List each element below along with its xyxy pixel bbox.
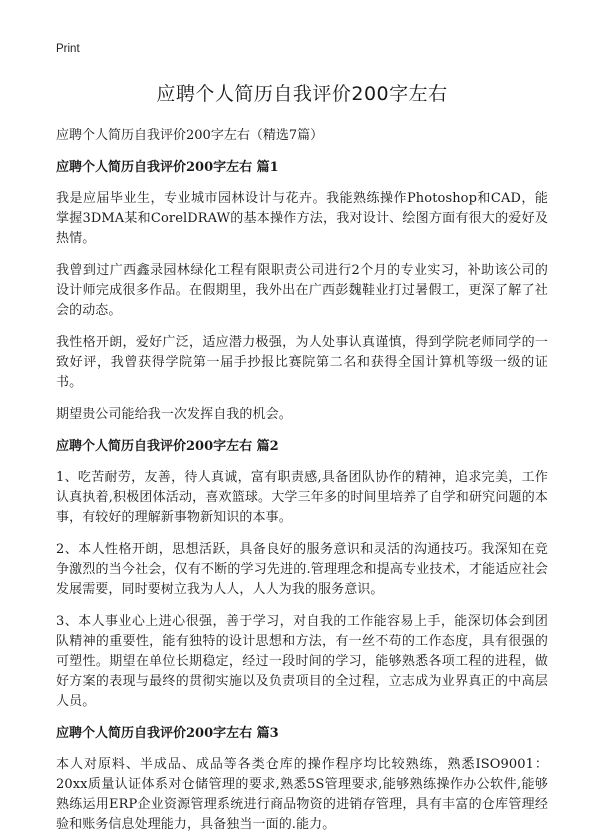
- paragraph: 我性格开朗，爱好广泛，适应潜力极强，为人处事认真谨慎，得到学院老师同学的一致好评，我曾获得学院第一届手抄报比赛院第二名和获得全国计算机等级一级的证书。: [56, 335, 548, 390]
- section-heading: 应聘个人简历自我评价200字左右 篇2: [56, 439, 279, 454]
- print-label[interactable]: Print: [56, 43, 80, 55]
- section-3: [56, 725, 548, 835]
- page-title: 应聘个人简历自我评价200字左右: [156, 83, 448, 105]
- paragraph: 期望贵公司能给我一次发挥自我的机会。: [56, 407, 292, 422]
- section-2: [56, 438, 548, 712]
- document-subtitle: 应聘个人简历自我评价200字左右（精选7篇）: [56, 128, 324, 143]
- paragraph: 我是应届毕业生，专业城市园林设计与花卉。我能熟练操作Photoshop和CAD，能掌握3DMA某和CorelDRAW的基本操作方法，我对设计、绘图方面有很大的爱好及热情。: [56, 191, 548, 246]
- section-heading: 应聘个人简历自我评价200字左右 篇3: [56, 726, 279, 741]
- paragraph: 1、吃苦耐劳，友善，待人真诚，富有职责感,具备团队协作的精神，追求完美，工作认真执着,积极团体活动，喜欢篮球。大学三年多的时间里培养了自学和研究问题的本事，有较好的理解新事物新知识的本事。: [56, 470, 548, 525]
- section-heading: 应聘个人简历自我评价200字左右 篇1: [56, 160, 279, 175]
- paragraph: 我曾到过广西鑫录园林绿化工程有限职责公司进行2个月的专业实习，补助该公司的设计师完成很多作品。在假期里，我外出在广西彭魏鞋业打过暑假工，更深了解了社会的动态。: [56, 263, 548, 318]
- section-1: [56, 159, 548, 425]
- paragraph: 3、本人事业心上进心很强，善于学习，对自我的工作能容易上手，能深切体会到团队精神的重要性，能有独特的设计思想和方法，有一丝不苟的工作态度，具有很强的可塑性。期望在单位长期稳定，经过一段时间的学习，能够熟悉各项工程的进程，做好方案的表现与最终的贯彻实施以及负责项目的全过程，立志成为业界真正的中高层人员。: [56, 614, 548, 709]
- paragraph: 2、本人性格开朗，思想活跃，具备良好的服务意识和灵活的沟通技巧。我深知在竞争激烈的当今社会，仅有不断的学习先进的.管理理念和提高专业技术，才能适应社会发展需要，同时要树立我为人人，人人为我的服务意识。: [56, 542, 548, 597]
- paragraph: 本人对原料、半成品、成品等各类仓库的操作程序均比较熟练，熟悉ISO9001：20xx质量认证体系对仓储管理的要求,熟悉5S管理要求,能够熟练操作办公软件,能够熟练运用ERP企业资源管理系统进行商品物资的进销存管理，具有丰富的仓库管理经验和账务信息处理能力，具备独当一面的.能力。: [56, 757, 548, 832]
